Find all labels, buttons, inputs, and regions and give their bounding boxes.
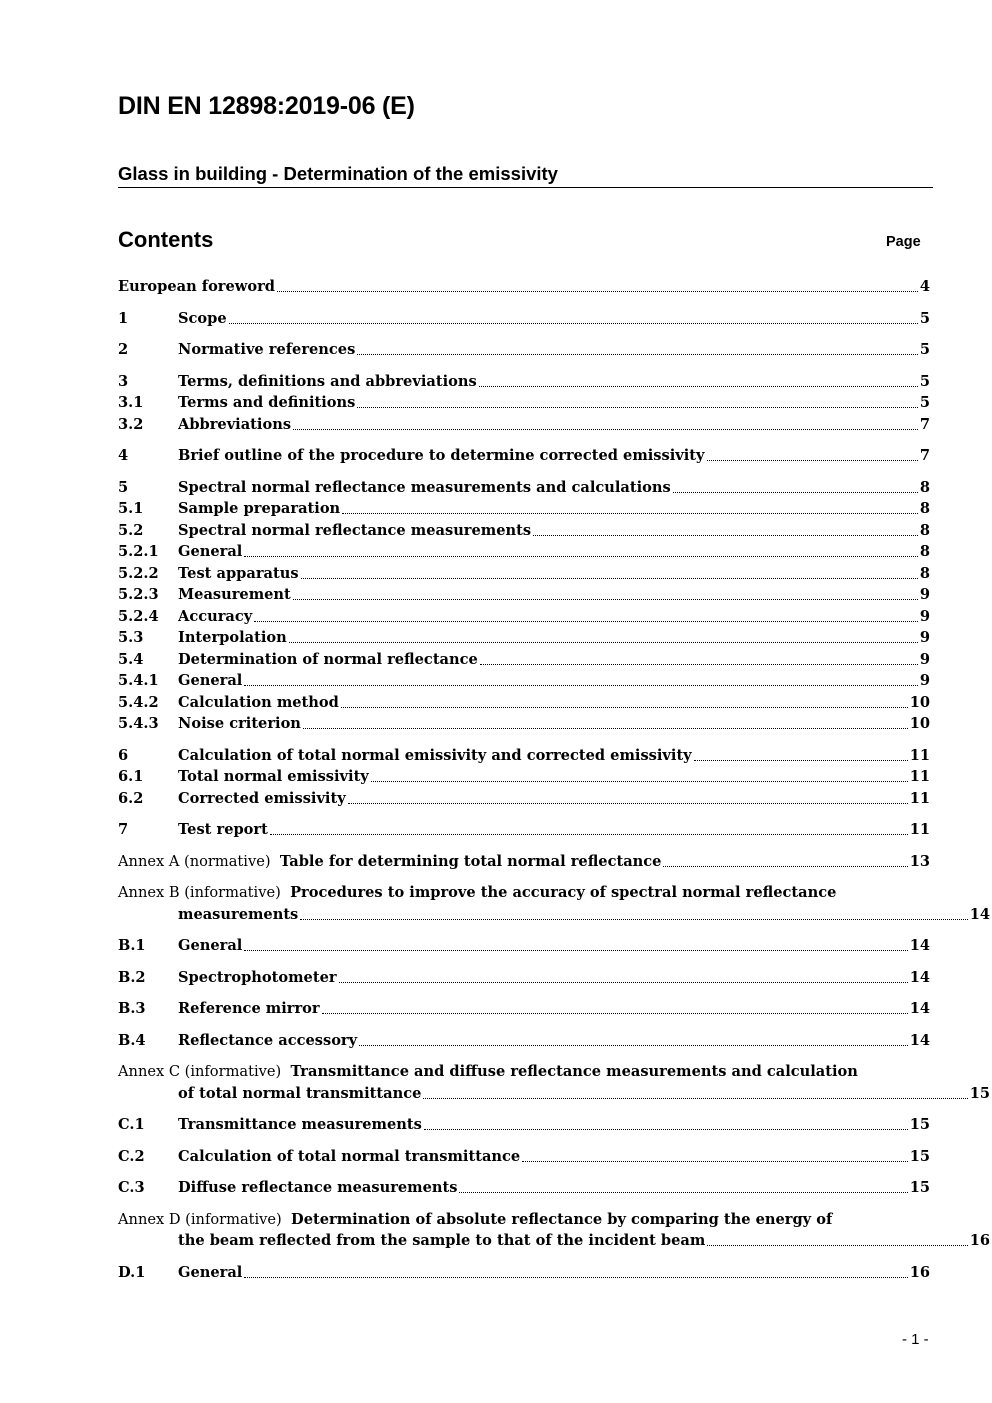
toc-entry-page: 11 — [909, 747, 930, 764]
toc-annex-heading[interactable] — [118, 1061, 858, 1082]
toc-entry[interactable] — [118, 414, 930, 435]
toc-entry[interactable] — [118, 819, 930, 840]
toc-entry[interactable] — [118, 1177, 930, 1198]
toc-entry-title: Table for determining total normal reflectance — [279, 853, 662, 870]
toc-entry[interactable] — [118, 998, 930, 1019]
toc-entry[interactable] — [118, 766, 930, 787]
toc-entry-title: Scope — [178, 310, 227, 327]
toc-entry-page: 9 — [919, 586, 930, 603]
toc-entry[interactable] — [118, 371, 930, 392]
toc-entry-page: 8 — [919, 479, 930, 496]
annex-label: Annex A (normative) — [118, 853, 271, 870]
toc-entry[interactable] — [118, 276, 930, 297]
toc-entry-title: Reflectance accessory — [178, 1032, 358, 1049]
leader-dots — [348, 803, 908, 804]
toc-entry-page: 15 — [909, 1116, 930, 1133]
toc-entry-page: 9 — [919, 651, 930, 668]
toc-entry-title: Noise criterion — [178, 715, 301, 732]
toc-annex-heading[interactable] — [118, 882, 836, 903]
leader-dots — [357, 407, 917, 408]
toc-entry[interactable] — [118, 308, 930, 329]
toc-entry-page: 5 — [919, 341, 930, 358]
toc-entry-title: Corrected emissivity — [178, 790, 346, 807]
toc-entry-number: 5.4.1 — [118, 672, 159, 689]
page-number: - 1 - — [902, 1331, 929, 1348]
toc-entry-title: Spectral normal reflectance measurements — [178, 522, 532, 539]
leader-dots — [293, 429, 918, 430]
toc-entry-number: D.1 — [118, 1264, 146, 1281]
toc-entry-title: European foreword — [118, 278, 275, 295]
leader-dots — [357, 354, 918, 355]
leader-dots — [244, 1277, 907, 1278]
toc-entry-title: Sample preparation — [178, 500, 341, 517]
toc-entry[interactable] — [118, 1230, 990, 1251]
toc-entry[interactable] — [118, 498, 930, 519]
toc-entry[interactable] — [118, 1030, 930, 1051]
toc-entry-title: Determination of normal reflectance — [178, 651, 478, 668]
toc-entry-page: 8 — [919, 500, 930, 517]
leader-dots — [707, 1245, 967, 1246]
toc-entry[interactable] — [118, 1114, 930, 1135]
toc-entry-title: Measurement — [178, 586, 291, 603]
annex-title-line: Transmittance and diffuse reflectance measurements and calculation — [290, 1063, 858, 1080]
toc-entry-page: 10 — [909, 694, 930, 711]
toc-entry-number: C.2 — [118, 1148, 145, 1165]
toc-entry-page: 4 — [919, 278, 930, 295]
toc-entry[interactable] — [118, 477, 930, 498]
leader-dots — [423, 1098, 967, 1099]
leader-dots — [663, 866, 907, 867]
toc-entry-page: 5 — [919, 394, 930, 411]
toc-entry[interactable] — [118, 967, 930, 988]
toc-entry-title: Spectral normal reflectance measurements and calculations — [178, 479, 671, 496]
leader-dots — [277, 291, 918, 292]
toc-entry-page: 9 — [919, 629, 930, 646]
leader-dots — [301, 578, 918, 579]
toc-entry[interactable] — [118, 1083, 990, 1104]
annex-title-line: Determination of absolute reflectance by comparing the energy of — [291, 1211, 833, 1228]
leader-dots — [244, 556, 918, 557]
toc-entry-page: 8 — [919, 565, 930, 582]
toc-entry-page: 10 — [909, 715, 930, 732]
toc-entry-number: C.3 — [118, 1179, 145, 1196]
toc-entry-title: Brief outline of the procedure to determine corrected emissivity — [178, 447, 705, 464]
toc-entry-page: 14 — [909, 969, 930, 986]
toc-entry-page: 8 — [919, 543, 930, 560]
leader-dots — [342, 513, 918, 514]
annex-label: Annex B (informative) — [118, 884, 281, 901]
toc-entry[interactable] — [118, 1146, 930, 1167]
toc-entry-title: Reference mirror — [178, 1000, 320, 1017]
toc-entry[interactable] — [118, 1262, 930, 1283]
toc-entry-number: 1 — [118, 310, 129, 327]
toc-entry-number: 5 — [118, 479, 129, 496]
toc-entry[interactable] — [118, 904, 990, 925]
toc-entry-number: 5.2.2 — [118, 565, 159, 582]
toc-entry[interactable] — [118, 584, 930, 605]
toc-entry-page: 9 — [919, 608, 930, 625]
toc-entry-number: 5.3 — [118, 629, 144, 646]
toc-entry-number: B.2 — [118, 969, 146, 986]
toc-entry[interactable] — [118, 788, 930, 809]
toc-entry-page: 15 — [909, 1179, 930, 1196]
leader-dots — [694, 760, 908, 761]
leader-dots — [480, 664, 918, 665]
toc-entry[interactable] — [118, 745, 930, 766]
toc-entry[interactable] — [118, 445, 930, 466]
leader-dots — [303, 728, 908, 729]
toc-entry-title: General — [178, 543, 243, 560]
toc-entry-title: Accuracy — [178, 608, 253, 625]
toc-entry-title: measurements — [178, 906, 299, 923]
leader-dots — [522, 1161, 908, 1162]
toc-entry-number: 4 — [118, 447, 129, 464]
toc-entry-number: 7 — [118, 821, 129, 838]
toc-entry-number: B.3 — [118, 1000, 146, 1017]
leader-dots — [479, 386, 918, 387]
toc-entry-number: 2 — [118, 341, 129, 358]
toc-entry-title: Test report — [178, 821, 268, 838]
document-title: Glass in building - Determination of the emissivity — [118, 162, 933, 188]
toc-entry[interactable] — [118, 627, 930, 648]
toc-entry-page: 7 — [919, 416, 930, 433]
toc-entry[interactable] — [118, 935, 930, 956]
toc-entry-number: 3 — [118, 373, 129, 390]
document-id: DIN EN 12898:2019-06 (E) — [118, 92, 415, 120]
leader-dots — [424, 1129, 908, 1130]
toc-entry-page: 9 — [919, 672, 930, 689]
toc-entry-title: Interpolation — [178, 629, 287, 646]
toc-entry-page: 16 — [909, 1264, 930, 1281]
toc-entry-title: Abbreviations — [178, 416, 292, 433]
leader-dots — [339, 982, 908, 983]
leader-dots — [459, 1192, 907, 1193]
toc-entry-number: C.1 — [118, 1116, 145, 1133]
toc-entry-number: 3.1 — [118, 394, 144, 411]
toc-entry-page: 16 — [969, 1232, 990, 1249]
toc-entry-title: General — [178, 1264, 243, 1281]
leader-dots — [293, 599, 918, 600]
leader-dots — [359, 1045, 908, 1046]
leader-dots — [254, 621, 918, 622]
toc-entry-title: Transmittance measurements — [178, 1116, 422, 1133]
leader-dots — [270, 834, 908, 835]
toc-entry[interactable] — [118, 692, 930, 713]
toc-entry-title: Total normal emissivity — [178, 768, 369, 785]
toc-entry-page: 5 — [919, 310, 930, 327]
toc-entry-page: 14 — [909, 937, 930, 954]
toc-entry[interactable] — [118, 339, 930, 360]
toc-entry[interactable] — [118, 541, 930, 562]
toc-entry-title: Spectrophotometer — [178, 969, 337, 986]
annex-label: Annex D (informative) — [118, 1211, 282, 1228]
toc-entry-number: 3.2 — [118, 416, 144, 433]
toc-entry-title: of total normal transmittance — [178, 1085, 422, 1102]
toc-entry-page: 11 — [909, 790, 930, 807]
toc-entry-page: 11 — [909, 821, 930, 838]
toc-entry-title: Calculation of total normal emissivity and corrected emissivity — [178, 747, 692, 764]
toc-entry-title: Terms, definitions and abbreviations — [178, 373, 477, 390]
toc-entry-page: 15 — [969, 1085, 990, 1102]
toc-entry-page: 11 — [909, 768, 930, 785]
toc-entry-page: 15 — [909, 1148, 930, 1165]
leader-dots — [229, 323, 918, 324]
toc-entry-title: Calculation method — [178, 694, 339, 711]
toc-entry-number: 5.2.3 — [118, 586, 159, 603]
page-column-label: Page — [886, 234, 921, 250]
toc-entry-number: B.4 — [118, 1032, 146, 1049]
toc-entry-number: 5.4.2 — [118, 694, 159, 711]
toc-entry-number: 6 — [118, 747, 129, 764]
toc-entry-page: 14 — [969, 906, 990, 923]
toc-entry-number: 6.1 — [118, 768, 144, 785]
toc-entry-number: 5.4 — [118, 651, 144, 668]
toc-entry[interactable] — [118, 392, 930, 413]
toc-entry[interactable] — [118, 713, 930, 734]
toc-entry[interactable] — [118, 649, 930, 670]
contents-heading: Contents — [118, 227, 214, 252]
toc-entry-title: Test apparatus — [178, 565, 299, 582]
annex-title-line: Procedures to improve the accuracy of spectral normal reflectance — [290, 884, 837, 901]
toc-entry-page: 13 — [909, 853, 930, 870]
toc-annex-heading[interactable] — [118, 1209, 832, 1230]
toc-entry[interactable] — [118, 520, 930, 541]
leader-dots — [341, 707, 908, 708]
leader-dots — [533, 535, 918, 536]
leader-dots — [371, 781, 908, 782]
toc-entry[interactable] — [118, 670, 930, 691]
toc-entry-number: B.1 — [118, 937, 146, 954]
toc-entry-title: Normative references — [178, 341, 356, 358]
toc-entry-title: General — [178, 937, 243, 954]
toc-entry[interactable] — [118, 606, 930, 627]
toc-entry[interactable] — [118, 851, 930, 872]
toc-entry-page: 7 — [919, 447, 930, 464]
toc-entry-number: 5.4.3 — [118, 715, 159, 732]
leader-dots — [322, 1013, 908, 1014]
toc-entry-page: 14 — [909, 1000, 930, 1017]
toc-entry-number: 5.2.4 — [118, 608, 159, 625]
leader-dots — [673, 492, 918, 493]
toc-entry-number: 6.2 — [118, 790, 144, 807]
annex-label: Annex C (informative) — [118, 1063, 282, 1080]
toc-entry-title: the beam reflected from the sample to that of the incident beam — [178, 1232, 706, 1249]
toc-entry[interactable] — [118, 563, 930, 584]
toc-entry-page: 14 — [909, 1032, 930, 1049]
toc-entry-title: Diffuse reflectance measurements — [178, 1179, 458, 1196]
toc-entry-title: Terms and definitions — [178, 394, 356, 411]
toc-entry-title: General — [178, 672, 243, 689]
leader-dots — [300, 919, 967, 920]
leader-dots — [244, 685, 918, 686]
leader-dots — [289, 642, 918, 643]
toc-entry-number: 5.2.1 — [118, 543, 159, 560]
leader-dots — [707, 460, 918, 461]
toc-entry-page: 5 — [919, 373, 930, 390]
toc-entry-number: 5.2 — [118, 522, 144, 539]
leader-dots — [244, 950, 907, 951]
toc-entry-number: 5.1 — [118, 500, 144, 517]
toc-entry-title: Calculation of total normal transmittance — [178, 1148, 521, 1165]
toc-entry-page: 8 — [919, 522, 930, 539]
